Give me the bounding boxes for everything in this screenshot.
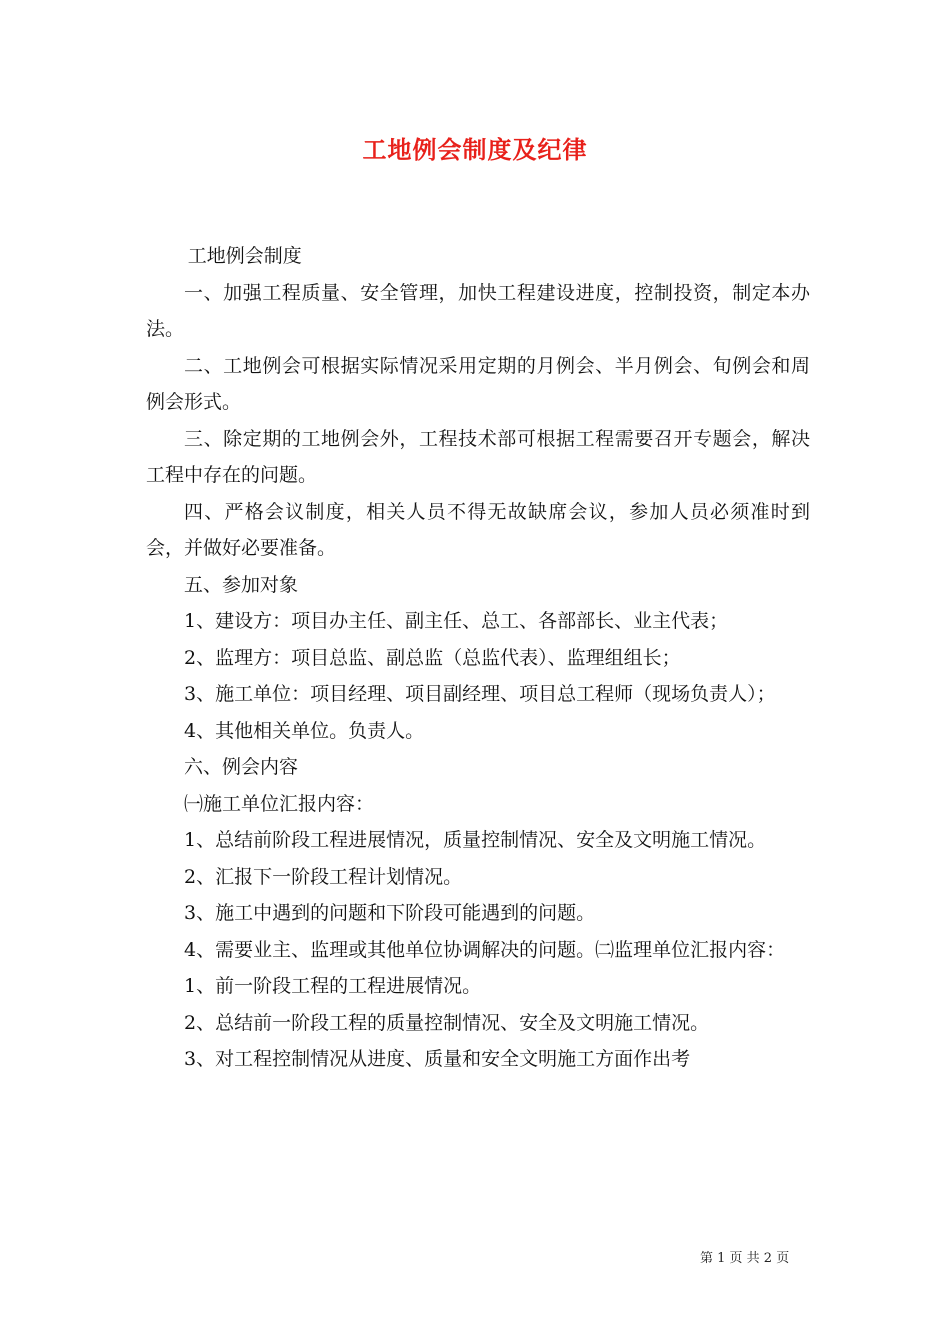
paragraph: ㈠施工单位汇报内容：: [184, 792, 375, 815]
paragraph: 四、严格会议制度，相关人员不得无故缺席会议，参加人员必须准时到会，并做好必要准备。: [146, 500, 810, 559]
page-number-footer: 第 1 页 共 2 页: [700, 1251, 790, 1266]
paragraph: 3、对工程控制情况从进度、质量和安全文明施工方面作出考: [184, 1048, 691, 1070]
paragraph: 4、需要业主、监理或其他单位协调解决的问题。㈡监理单位汇报内容：: [184, 938, 786, 961]
paragraph: 3、施工单位：项目经理、项目副经理、项目总工程师（现场负责人）；: [184, 683, 776, 705]
paragraph: 3、施工中遇到的问题和下阶段可能遇到的问题。: [184, 902, 596, 924]
document-title: 工地例会制度及纪律: [362, 135, 588, 164]
paragraph: 1、总结前阶段工程进展情况，质量控制情况、安全及文明施工情况。: [184, 829, 767, 851]
document-body: [146, 238, 810, 1078]
paragraph: 2、监理方：项目总监、副总监（总监代表）、监理组组长；: [184, 646, 681, 669]
paragraph: 2、汇报下一阶段工程计划情况。: [184, 865, 463, 888]
paragraph: 六、例会内容: [184, 756, 299, 778]
paragraph: 1、建设方：项目办主任、副主任、总工、各部部长、业主代表；: [184, 610, 729, 632]
paragraph: 二、工地例会可根据实际情况采用定期的月例会、半月例会、旬例会和周例会形式。: [146, 354, 810, 413]
paragraph: 五、参加对象: [184, 573, 299, 596]
section-heading: 工地例会制度: [187, 245, 302, 267]
paragraph: 三、除定期的工地例会外，工程技术部可根据工程需要召开专题会，解决工程中存在的问题。: [146, 427, 810, 486]
paragraph: 4、其他相关单位。负责人。: [184, 719, 425, 742]
paragraph: 一、加强工程质量、安全管理，加快工程建设进度，控制投资，制定本办法。: [146, 281, 810, 340]
paragraph: 1、前一阶段工程的工程进展情况。: [184, 975, 482, 997]
paragraph: 2、总结前一阶段工程的质量控制情况、安全及文明施工情况。: [184, 1011, 710, 1034]
